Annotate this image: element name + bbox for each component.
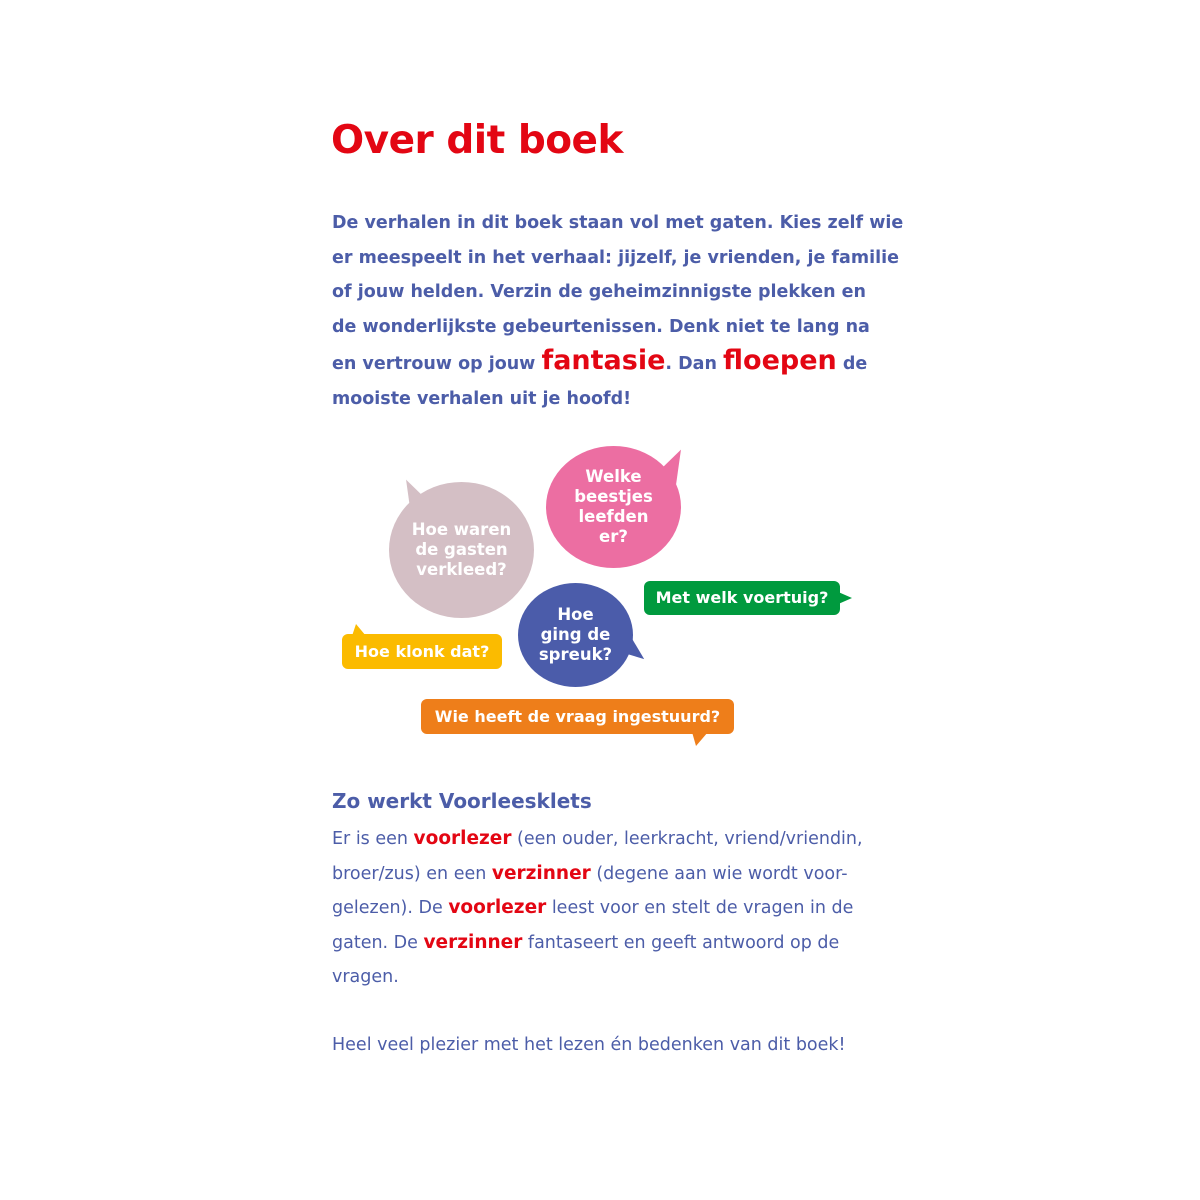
howto-line-3 [332,891,892,926]
term-voorlezer: voorlezer [448,897,547,918]
intro-paragraph [332,206,904,416]
speech-bubble-vraag [421,699,734,734]
howto-text: Er is een [332,829,414,849]
intro-line-3: of jouw helden. Verzin de geheimzinnigste plekken en [332,282,866,302]
speech-bubble-spreuk [518,583,633,687]
howto-line-4 [332,926,892,961]
term-verzinner: verzinner [491,862,591,884]
term-verzinner: verzinner [423,931,523,953]
howto-text: (een ouder, leerkracht, vriend/vriendin, [511,829,863,849]
speech-bubble-beestjes [546,446,681,568]
closing-sentence: Heel veel plezier met het lezen én bedenken van dit boek! [332,1035,846,1055]
intro-text: . Dan [665,354,724,374]
intro-line-4: de wonderlijkste gebeurtenissen. Denk niet te lang na [332,316,870,337]
highlight-floepen: floepen [723,345,837,376]
intro-line-2: er meespeelt in het verhaal: jijzelf, je vrienden, je familie [332,247,899,268]
howto-text: gelezen). De [332,898,449,918]
intro-text: de [836,354,868,374]
howto-line-2 [332,857,892,892]
page-title: Over dit boek [331,118,623,163]
speech-bubble-gasten-text: Hoe waren de gasten verkleed? [411,520,512,579]
howto-paragraph [332,822,892,995]
speech-bubble-beestjes-text: Welke beestjes leefden er? [574,467,653,546]
speech-bubble-voertuig [644,581,840,615]
speech-bubble-spreuk-text: Hoe ging de spreuk? [538,605,613,664]
speech-bubble-klonk-text: Hoe klonk dat? [354,641,490,661]
howto-text: leest voor en stelt de vragen in de [546,898,854,918]
howto-text: broer/zus) en een [332,863,492,884]
howto-text: fantaseert en geeft antwoord op de [522,932,840,953]
howto-text: gaten. De [332,932,424,953]
section-title: Zo werkt Voorleesklets [332,789,592,813]
intro-line-1: De verhalen in dit boek staan vol met gaten. Kies zelf wie [332,213,904,233]
howto-line-1 [332,822,892,857]
highlight-fantasie: fantasie [541,345,666,376]
howto-line-5: vragen. [332,967,399,987]
intro-text: en vertrouw op jouw [332,354,542,374]
howto-text: (degene aan wie wordt voor- [590,863,848,884]
intro-line-5 [332,344,892,382]
term-voorlezer: voorlezer [413,828,512,849]
speech-bubble-gasten [389,482,534,618]
speech-bubble-vraag-text: Wie heeft de vraag ingestuurd? [434,706,721,726]
speech-bubble-voertuig-text: Met welk voertuig? [655,588,829,607]
bubble-vraag-tail [692,732,708,746]
intro-line-6: mooiste verhalen uit je hoofd! [332,388,632,409]
speech-bubble-klonk [342,634,502,669]
